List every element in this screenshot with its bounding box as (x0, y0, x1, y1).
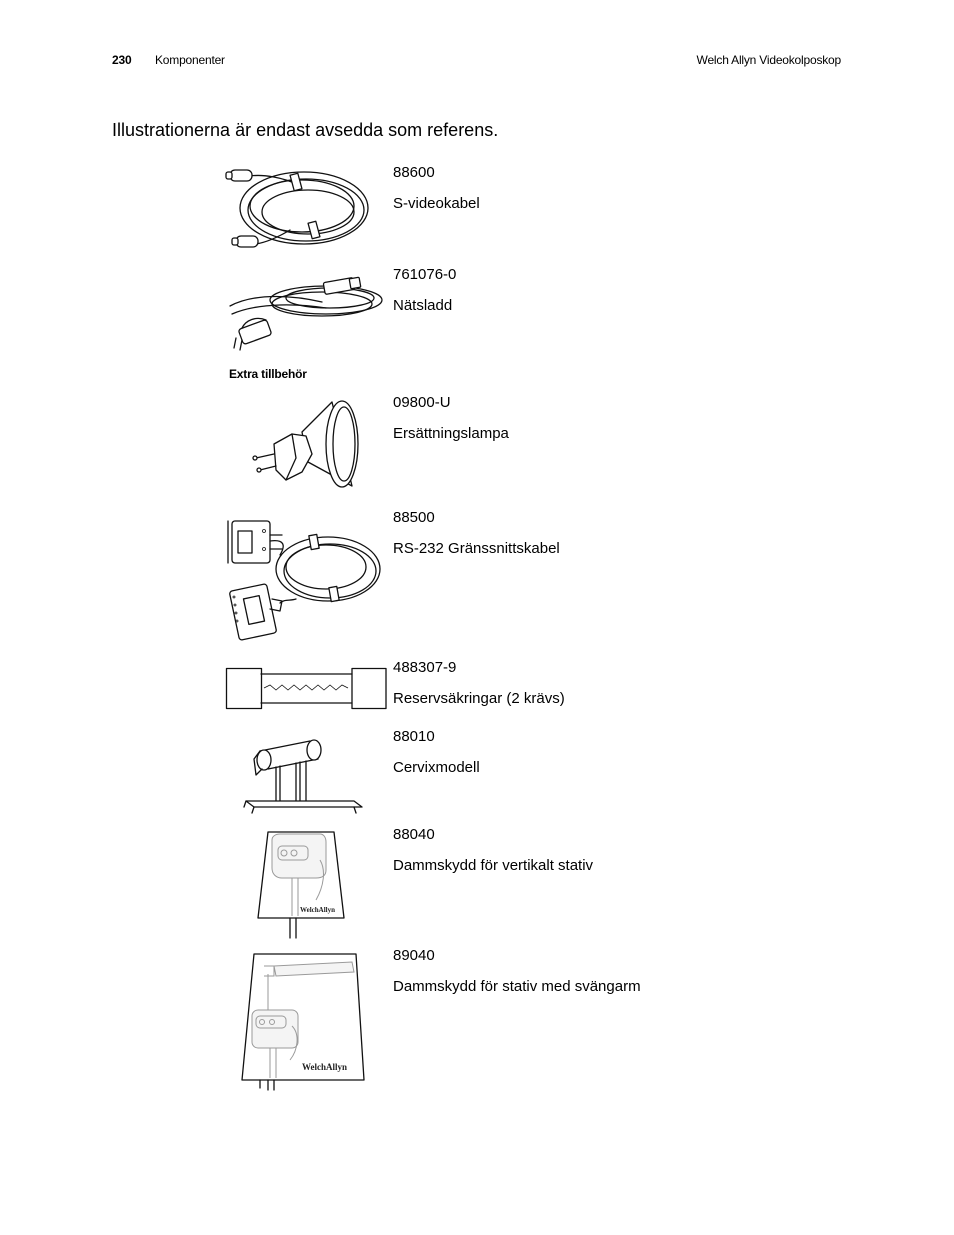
part-number: 88010 (393, 728, 435, 745)
fuse-illustration (226, 668, 388, 710)
document-title: Welch Allyn Videokolposkop (696, 53, 841, 67)
part-number: 88600 (393, 164, 435, 181)
part-number: 88500 (393, 509, 435, 526)
part-description: Dammskydd för vertikalt stativ (393, 857, 594, 874)
replacement-lamp-illustration (252, 396, 372, 496)
part-number: 761076-0 (393, 266, 457, 283)
section-title: Komponenter (155, 53, 225, 67)
part-description: Reservsäkringar (2 krävs) (393, 690, 565, 707)
cervix-model-illustration (238, 733, 364, 815)
part-number: 09800-U (393, 394, 451, 411)
part-description: Nätsladd (393, 297, 453, 314)
part-number: 89040 (393, 947, 435, 964)
s-video-cable-illustration (224, 164, 374, 256)
part-09800-U (393, 394, 509, 442)
extra-accessories-heading: Extra tillbehör (229, 367, 307, 381)
part-description: RS-232 Gränssnittskabel (393, 540, 560, 557)
part-488307-9 (393, 659, 565, 707)
welch-allyn-logo: WelchAllyn (302, 1062, 348, 1072)
part-89040 (393, 947, 641, 995)
part-761076-0 (393, 266, 456, 314)
welch-allyn-logo: WelchAllyn (300, 906, 336, 914)
intro-text: Illustrationerna är endast avsedda som referens. (112, 120, 499, 140)
page-number: 230 (112, 53, 132, 67)
dust-cover-swing-arm-illustration (240, 952, 366, 1090)
part-88010 (393, 728, 480, 776)
part-88600 (393, 164, 480, 212)
part-number: 88040 (393, 826, 435, 843)
part-description: S-videokabel (393, 195, 480, 212)
part-description: Ersättningslampa (393, 425, 509, 442)
part-88040 (393, 826, 593, 874)
rs232-cable-illustration (224, 515, 386, 643)
power-cord-illustration (226, 276, 386, 354)
part-number: 488307-9 (393, 659, 457, 676)
part-88500 (393, 509, 560, 557)
dust-cover-vertical-illustration (254, 830, 346, 940)
part-description: Cervixmodell (393, 759, 480, 776)
part-description: Dammskydd för stativ med svängarm (393, 978, 641, 995)
